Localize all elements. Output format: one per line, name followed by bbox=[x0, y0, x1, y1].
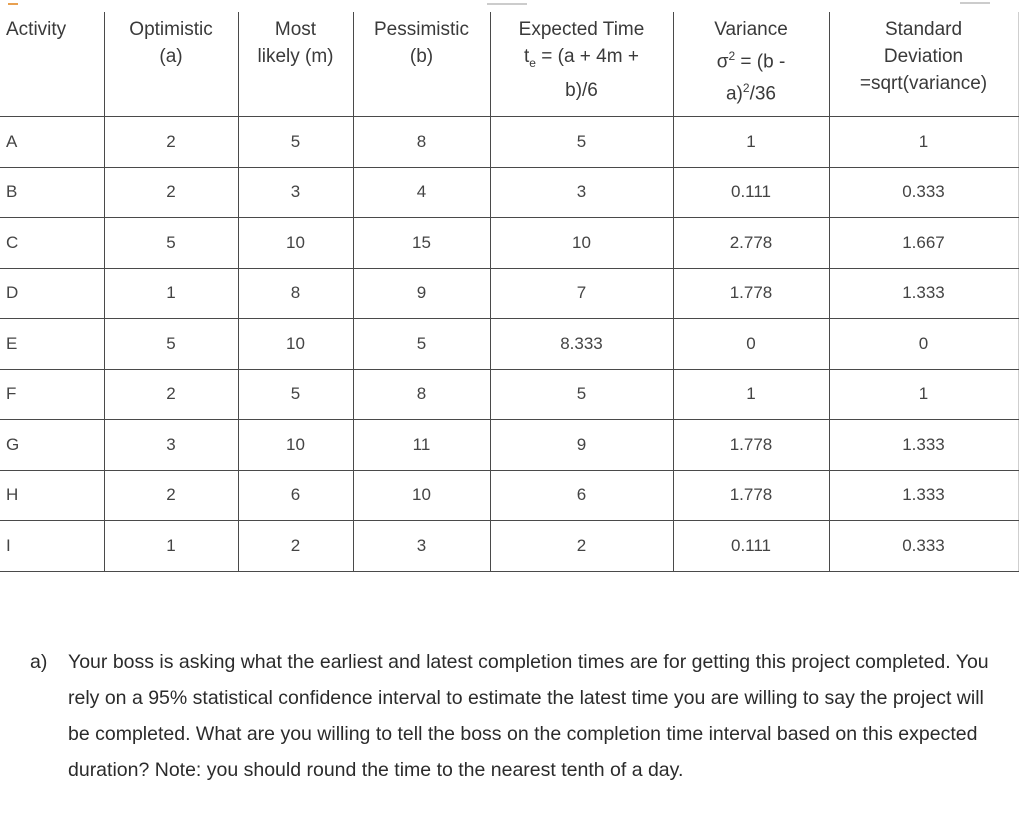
cell-pessimistic: 5 bbox=[353, 319, 490, 370]
cell-activity: G bbox=[0, 420, 104, 471]
cell-variance: 0 bbox=[673, 319, 829, 370]
table-header-row bbox=[0, 12, 1018, 117]
cell-activity: H bbox=[0, 470, 104, 521]
table-row bbox=[0, 167, 1018, 218]
cell-expected-time: 5 bbox=[490, 369, 673, 420]
header-most-likely: Most likely (m) bbox=[238, 12, 353, 117]
cell-pessimistic: 3 bbox=[353, 521, 490, 572]
header-expected-time: Expected Time $t_e = (a + 4m$ + b)/6 bbox=[490, 12, 673, 117]
cell-std-dev: 1.667 bbox=[829, 218, 1018, 269]
table-row bbox=[0, 470, 1018, 521]
cell-activity: D bbox=[0, 268, 104, 319]
table-row bbox=[0, 521, 1018, 572]
table-row bbox=[0, 218, 1018, 269]
table-row bbox=[0, 319, 1018, 370]
cell-variance: 0.111 bbox=[673, 167, 829, 218]
cell-most-likely: 10 bbox=[238, 420, 353, 471]
cell-expected-time: 9 bbox=[490, 420, 673, 471]
cell-variance: 2.778 bbox=[673, 218, 829, 269]
cell-variance: 1.778 bbox=[673, 268, 829, 319]
cell-most-likely: 10 bbox=[238, 319, 353, 370]
cell-pessimistic: 11 bbox=[353, 420, 490, 471]
cell-optimistic: 1 bbox=[104, 268, 238, 319]
cell-most-likely: 10 bbox=[238, 218, 353, 269]
question-marker: a) bbox=[30, 651, 48, 673]
cell-expected-time: 5 bbox=[490, 117, 673, 168]
cell-std-dev: 1 bbox=[829, 369, 1018, 420]
cell-activity: A bbox=[0, 117, 104, 168]
cell-pessimistic: 4 bbox=[353, 167, 490, 218]
cell-optimistic: 2 bbox=[104, 167, 238, 218]
cell-most-likely: 8 bbox=[238, 268, 353, 319]
table-row bbox=[0, 369, 1018, 420]
cell-pessimistic: 15 bbox=[353, 218, 490, 269]
question-block bbox=[30, 644, 1010, 788]
cell-variance: 1.778 bbox=[673, 470, 829, 521]
cell-expected-time: 10 bbox=[490, 218, 673, 269]
cell-most-likely: 3 bbox=[238, 167, 353, 218]
cell-optimistic: 1 bbox=[104, 521, 238, 572]
cell-std-dev: 1 bbox=[829, 117, 1018, 168]
question-text: Your boss is asking what the earliest and latest completion times are for getting this project completed. You rely on a 95% statistical confidence interval to estimate the latest time you are willing to say the project will be completed. What are you willing to tell the boss on the completion time interval based on this expected duration? Note: you should round the time to the nearest tenth of a day. bbox=[68, 651, 989, 781]
cell-std-dev: 0 bbox=[829, 319, 1018, 370]
header-standard-deviation: Standard Deviation =sqrt(variance) bbox=[829, 12, 1018, 117]
cell-pessimistic: 10 bbox=[353, 470, 490, 521]
table-row bbox=[0, 117, 1018, 168]
cell-std-dev: 0.333 bbox=[829, 167, 1018, 218]
cell-expected-time: 7 bbox=[490, 268, 673, 319]
table-body bbox=[0, 117, 1018, 572]
cell-activity: B bbox=[0, 167, 104, 218]
cell-variance: 1.778 bbox=[673, 420, 829, 471]
cell-most-likely: 6 bbox=[238, 470, 353, 521]
header-pessimistic: Pessimistic (b) bbox=[353, 12, 490, 117]
cell-most-likely: 5 bbox=[238, 369, 353, 420]
top-edge-mark bbox=[8, 0, 18, 5]
cell-most-likely: 5 bbox=[238, 117, 353, 168]
cell-optimistic: 2 bbox=[104, 369, 238, 420]
header-variance: Variance $\sigma^2 = (b$ - a)$^2$/36 bbox=[673, 12, 829, 117]
cell-expected-time: 3 bbox=[490, 167, 673, 218]
cell-variance: 1 bbox=[673, 369, 829, 420]
table-row bbox=[0, 420, 1018, 471]
cell-std-dev: 1.333 bbox=[829, 268, 1018, 319]
top-edge-mark bbox=[487, 0, 527, 5]
top-edge-decoration bbox=[0, 0, 1024, 6]
cell-optimistic: 2 bbox=[104, 470, 238, 521]
cell-expected-time: 8.333 bbox=[490, 319, 673, 370]
cell-std-dev: 1.333 bbox=[829, 470, 1018, 521]
cell-optimistic: 2 bbox=[104, 117, 238, 168]
cell-optimistic: 5 bbox=[104, 319, 238, 370]
top-edge-mark bbox=[960, 0, 990, 4]
cell-std-dev: 0.333 bbox=[829, 521, 1018, 572]
cell-variance: 0.111 bbox=[673, 521, 829, 572]
cell-pessimistic: 8 bbox=[353, 369, 490, 420]
cell-expected-time: 2 bbox=[490, 521, 673, 572]
cell-activity: F bbox=[0, 369, 104, 420]
header-optimistic: Optimistic (a) bbox=[104, 12, 238, 117]
cell-pessimistic: 9 bbox=[353, 268, 490, 319]
cell-activity: I bbox=[0, 521, 104, 572]
table-row bbox=[0, 268, 1018, 319]
cell-std-dev: 1.333 bbox=[829, 420, 1018, 471]
cell-activity: C bbox=[0, 218, 104, 269]
header-activity: Activity bbox=[0, 12, 104, 117]
cell-optimistic: 3 bbox=[104, 420, 238, 471]
cell-optimistic: 5 bbox=[104, 218, 238, 269]
cell-pessimistic: 8 bbox=[353, 117, 490, 168]
pert-activity-table bbox=[0, 12, 1019, 572]
cell-variance: 1 bbox=[673, 117, 829, 168]
cell-most-likely: 2 bbox=[238, 521, 353, 572]
cell-expected-time: 6 bbox=[490, 470, 673, 521]
cell-activity: E bbox=[0, 319, 104, 370]
